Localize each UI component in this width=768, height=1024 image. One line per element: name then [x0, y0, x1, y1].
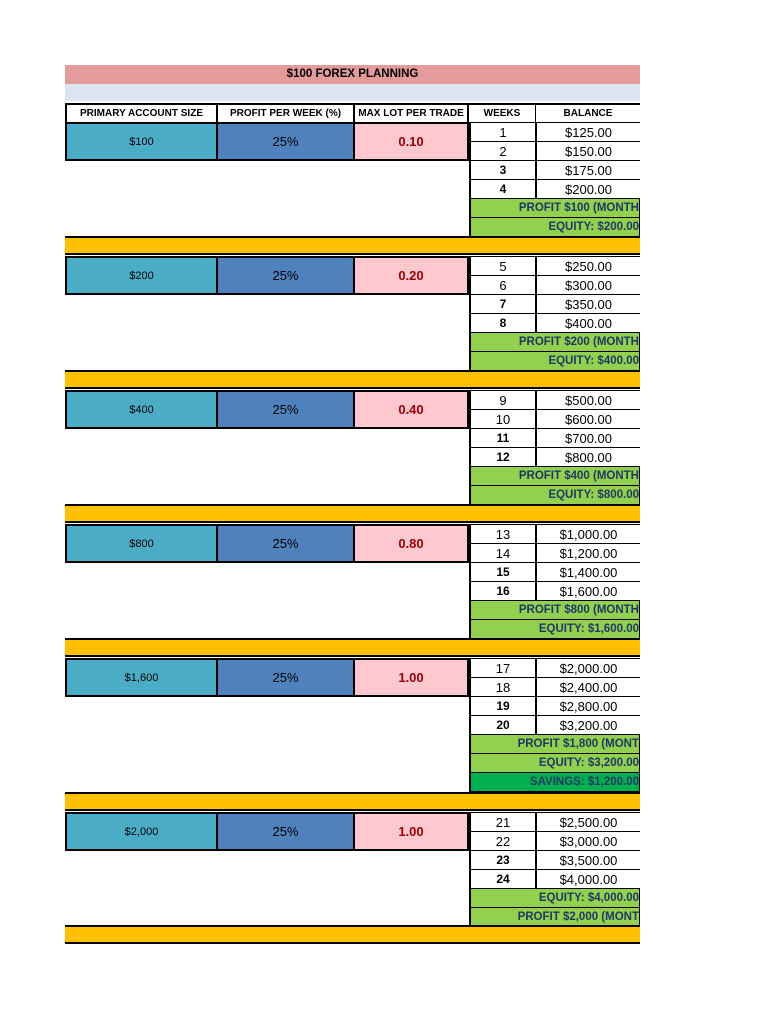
profit-summary: [469, 907, 640, 927]
week-number-cell: 12: [469, 447, 536, 467]
primary-account-size-cell: $200: [65, 256, 218, 295]
week-number-cell: 19: [469, 696, 536, 716]
week-number-cell: 5: [469, 256, 536, 276]
week-number-cell: 24: [469, 869, 536, 889]
equity-summary: [469, 619, 640, 639]
profit-summary: [469, 332, 640, 352]
max-lot-cell: 1.00: [355, 658, 469, 697]
block-separator-band: [65, 236, 640, 255]
primary-account-size-cell: $2,000: [65, 812, 218, 851]
profit-summary: [469, 734, 640, 754]
block-separator-band: [65, 370, 640, 389]
profit-per-week-cell: 25%: [218, 658, 355, 697]
balance-cell: $1,400.00: [536, 562, 640, 582]
week-number-cell: 2: [469, 141, 536, 161]
week-number-cell: 21: [469, 812, 536, 832]
block-separator-band: [65, 925, 640, 944]
balance-cell: $600.00: [536, 409, 640, 429]
summary-text: EQUITY: $800.00: [548, 489, 639, 501]
balance-cell: $2,000.00: [536, 658, 640, 678]
max-lot-cell: 0.40: [355, 390, 469, 429]
profit-per-week-cell: 25%: [218, 390, 355, 429]
balance-cell: $2,500.00: [536, 812, 640, 832]
week-number-cell: 8: [469, 313, 536, 333]
balance-cell: $300.00: [536, 275, 640, 295]
summary-text: PROFIT $100 (MONTH: [518, 202, 639, 214]
week-number-cell: 23: [469, 850, 536, 870]
primary-account-size-cell: $400: [65, 390, 218, 429]
profit-summary: [469, 198, 640, 218]
summary-text: PROFIT $2,000 (MONT: [517, 911, 639, 923]
header-spacer-band: [65, 84, 640, 101]
sheet-title: $100 FOREX PLANNING: [65, 65, 640, 84]
balance-cell: $175.00: [536, 160, 640, 180]
primary-account-size-cell: $100: [65, 122, 218, 161]
primary-account-size-cell: $800: [65, 524, 218, 563]
header-weeks: WEEKS: [469, 103, 536, 124]
week-number-cell: 16: [469, 581, 536, 601]
header-account-size: PRIMARY ACCOUNT SIZE: [65, 103, 218, 124]
balance-cell: $1,600.00: [536, 581, 640, 601]
week-number-cell: 17: [469, 658, 536, 678]
block-separator-band: [65, 504, 640, 523]
week-number-cell: 11: [469, 428, 536, 448]
summary-text: SAVINGS: $1,200.00: [529, 776, 639, 788]
balance-cell: $500.00: [536, 390, 640, 410]
balance-cell: $4,000.00: [536, 869, 640, 889]
balance-cell: $700.00: [536, 428, 640, 448]
block-separator-band: [65, 792, 640, 811]
summary-text: EQUITY: $200.00: [548, 221, 639, 233]
savings-summary: [469, 772, 640, 792]
week-number-cell: 13: [469, 524, 536, 544]
summary-text: PROFIT $800 (MONTH: [518, 604, 639, 616]
max-lot-cell: 0.80: [355, 524, 469, 563]
primary-account-size-cell: $1,600: [65, 658, 218, 697]
week-number-cell: 9: [469, 390, 536, 410]
max-lot-cell: 0.10: [355, 122, 469, 161]
balance-cell: $1,000.00: [536, 524, 640, 544]
week-number-cell: 22: [469, 831, 536, 851]
spreadsheet: [65, 65, 640, 955]
balance-cell: $2,400.00: [536, 677, 640, 697]
balance-cell: $3,500.00: [536, 850, 640, 870]
profit-per-week-cell: 25%: [218, 524, 355, 563]
profit-per-week-cell: 25%: [218, 256, 355, 295]
summary-text: EQUITY: $3,200.00: [538, 757, 639, 769]
balance-cell: $200.00: [536, 179, 640, 199]
balance-cell: $400.00: [536, 313, 640, 333]
week-number-cell: 1: [469, 122, 536, 142]
summary-text: PROFIT $1,800 (MONT: [517, 738, 639, 750]
summary-text: EQUITY: $4,000.00: [538, 892, 639, 904]
balance-cell: $2,800.00: [536, 696, 640, 716]
max-lot-cell: 1.00: [355, 812, 469, 851]
week-number-cell: 3: [469, 160, 536, 180]
header-max-lot: MAX LOT PER TRADE: [355, 103, 469, 124]
summary-text: PROFIT $200 (MONTH: [518, 336, 639, 348]
week-number-cell: 14: [469, 543, 536, 563]
equity-summary: [469, 217, 640, 237]
equity-summary: [469, 485, 640, 505]
week-number-cell: 10: [469, 409, 536, 429]
block-separator-band: [65, 638, 640, 657]
profit-summary: [469, 466, 640, 486]
balance-cell: $3,200.00: [536, 715, 640, 735]
week-number-cell: 6: [469, 275, 536, 295]
summary-text: EQUITY: $400.00: [548, 355, 639, 367]
balance-cell: $250.00: [536, 256, 640, 276]
week-number-cell: 4: [469, 179, 536, 199]
equity-summary: [469, 351, 640, 371]
balance-cell: $350.00: [536, 294, 640, 314]
summary-text: PROFIT $400 (MONTH: [518, 470, 639, 482]
max-lot-cell: 0.20: [355, 256, 469, 295]
week-number-cell: 7: [469, 294, 536, 314]
header-profit-per-week: PROFIT PER WEEK (%): [218, 103, 355, 124]
week-number-cell: 18: [469, 677, 536, 697]
profit-summary: [469, 600, 640, 620]
balance-cell: $150.00: [536, 141, 640, 161]
equity-summary: [469, 888, 640, 908]
profit-per-week-cell: 25%: [218, 812, 355, 851]
week-number-cell: 20: [469, 715, 536, 735]
balance-cell: $125.00: [536, 122, 640, 142]
equity-summary: [469, 753, 640, 773]
balance-cell: $3,000.00: [536, 831, 640, 851]
balance-cell: $800.00: [536, 447, 640, 467]
balance-cell: $1,200.00: [536, 543, 640, 563]
summary-text: EQUITY: $1,600.00: [538, 623, 639, 635]
week-number-cell: 15: [469, 562, 536, 582]
header-balance: BALANCE: [536, 103, 640, 124]
profit-per-week-cell: 25%: [218, 122, 355, 161]
